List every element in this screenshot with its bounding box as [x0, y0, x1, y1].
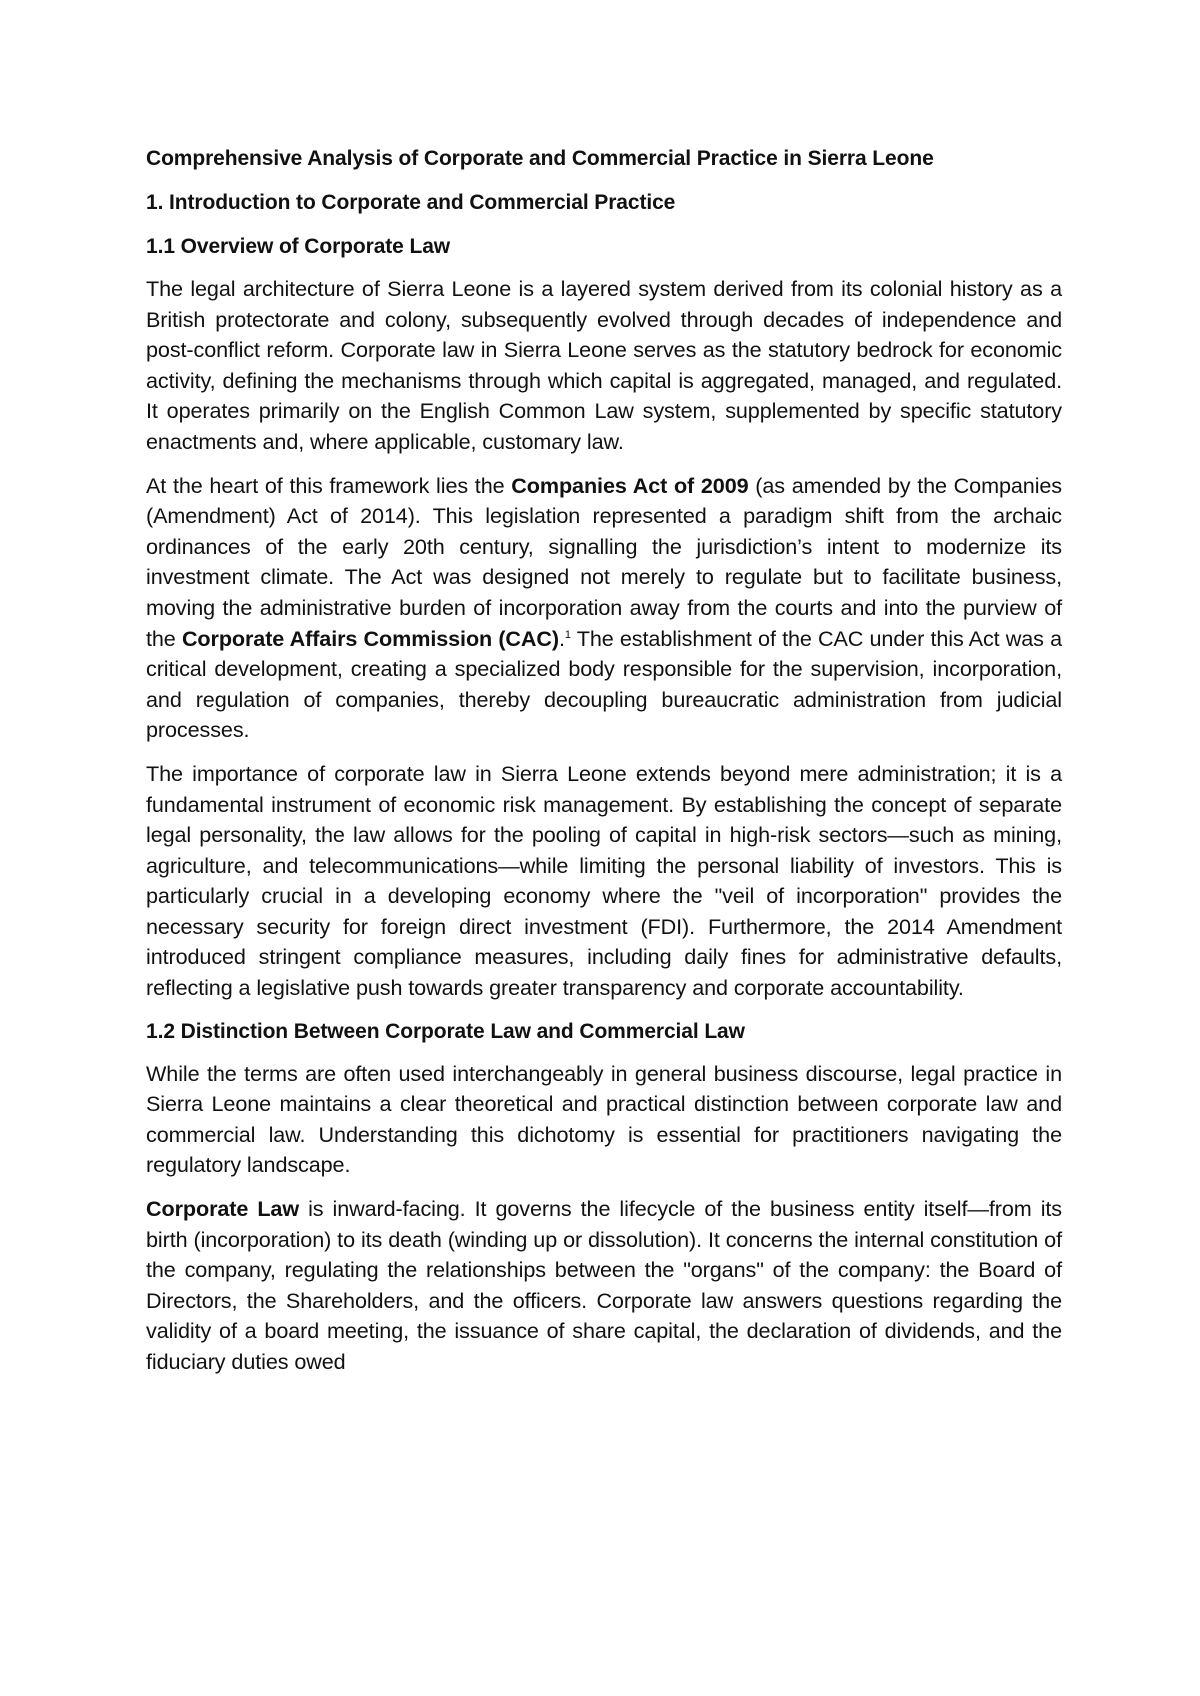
document-page — [146, 144, 1062, 1391]
paragraph-overview: The legal architecture of Sierra Leone is a layered system derived from its colonial history as a British protectorate and colony, subsequently evolved through decades of independence and post-conflict reform. Corporate law in Sierra Leone serves as the statutory bedrock for economic activity, defining the mechanisms through which capital is aggregated, managed, and regulated. It operates primarily on the English Common Law system, supplemented by specific statutory enactments and, where applicable, customary law. — [146, 276, 1062, 454]
bold-term-companies-act: Companies Act of 2009 — [511, 472, 749, 498]
paragraph-text: . — [559, 625, 565, 651]
bold-term-cac: Corporate Affairs Commission (CAC) — [181, 625, 560, 651]
section-heading-1-2: 1.2 Distinction Between Corporate Law and Commercial Law — [146, 1019, 745, 1043]
section-heading-1: 1. Introduction to Corporate and Commercial Practice — [146, 191, 676, 214]
footnote-marker: 1 — [564, 628, 571, 641]
section-heading-1-1: 1.1 Overview of Corporate Law — [146, 235, 451, 258]
paragraph-text: The establishment of the CAC under this Act was a critical development, creating a specialized body responsible for the supervision, incorporation, and regulation of companies, thereby decoupling bureaucratic administration from judicial processes. — [146, 625, 1063, 743]
paragraph-text: (as amended by the Companies (Amendment) Act of 2014). This legislation represented a paradigm shift from the archaic ordinances of the early 20th century, signalling the jurisdiction’s intent to modernize its investment climate. The Act was designed not merely to regulate but to facilitate business, moving the administrative burden of incorporation away from the courts and into the purview of the — [146, 472, 1062, 651]
bold-term-corporate-law: Corporate Law — [146, 1196, 300, 1222]
document-title: Comprehensive Analysis of Corporate and Commercial Practice in Sierra Leone — [146, 147, 934, 170]
paragraph-text: At the heart of this framework lies the — [146, 472, 512, 498]
paragraph-companies-act — [146, 471, 1062, 746]
paragraph-corporate-law — [146, 1194, 1062, 1378]
paragraph-importance: The importance of corporate law in Sierra Leone extends beyond mere administration; it is a fundamental instrument of economic risk management. By establishing the concept of separate legal personality, the law allows for the pooling of capital in high-risk sectors—such as mining, agriculture, and telecommunications—while limiting the personal liability of investors. This is particularly crucial in a developing economy where the "veil of incorporation" provides the necessary security for foreign direct investment (FDI). Furthermore, the 2014 Amendment introduced stringent compliance measures, including daily fines for administrative defaults, reflecting a legislative push towards greater transparency and corporate accountability. — [146, 760, 1062, 1001]
paragraph-text: is inward-facing. It governs the lifecycle of the business entity itself—from its birth (incorporation) to its death (winding up or dissolution). It concerns the internal constitution of the company, regulating the relationships between the "organs" of the company: the Board of Directors, the Shareholders, and the officers. Corporate law answers questions regarding the validity of a board meeting, the issuance of share capital, the declaration of dividends, and the fiduciary duties owed — [146, 1196, 1062, 1374]
paragraph-distinction: While the terms are often used interchangeably in general business discourse, legal practice in Sierra Leone maintains a clear theoretical and practical distinction between corporate law and commercial law. Understanding this dichotomy is essential for practitioners navigating the regulatory landscape. — [146, 1060, 1062, 1178]
